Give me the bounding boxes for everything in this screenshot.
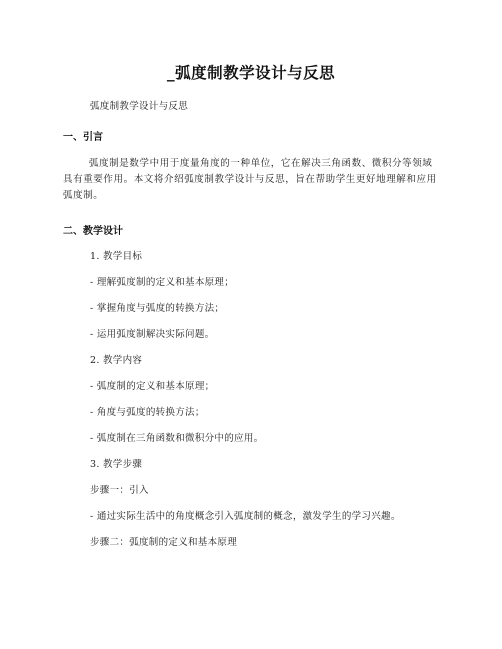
subsection-title-steps: 3. 教学步骤 [90,459,143,470]
subsection-title-goals: 1. 教学目标 [90,251,143,262]
section-heading-introduction: 一、引言 [63,132,103,143]
goal-item: - 运用弧度制解决实际问题。 [90,329,215,340]
step-label: 步骤二：弧度制的定义和基本原理 [90,537,238,548]
goal-item: - 理解弧度制的定义和基本原理； [90,277,235,288]
step-item: - 通过实际生活中的角度概念引入弧度制的概念，激发学生的学习兴趣。 [90,511,401,522]
content-item: - 角度与弧度的转换方法； [90,407,205,418]
content-item: - 弧度制的定义和基本原理； [90,381,215,392]
step-label: 步骤一：引入 [90,485,149,496]
content-item: - 弧度制在三角函数和微积分中的应用。 [90,433,264,444]
introduction-paragraph [63,156,441,204]
section-heading-teaching-design: 二、教学设计 [63,226,123,237]
document-title: _弧度制教学设计与反思 [166,64,336,82]
introduction-paragraph-text: 弧度制是数学中用于度量角度的一种单位，它在解决三角函数、微积分等领域具有重要作用。本文将介绍弧度制教学设计与反思，旨在帮助学生更好地理解和应用弧度制。 [63,158,437,201]
goal-item: - 掌握角度与弧度的转换方法； [90,303,225,314]
subsection-title-content: 2. 教学内容 [90,355,143,366]
document-subtitle: 弧度制教学设计与反思 [90,101,189,112]
